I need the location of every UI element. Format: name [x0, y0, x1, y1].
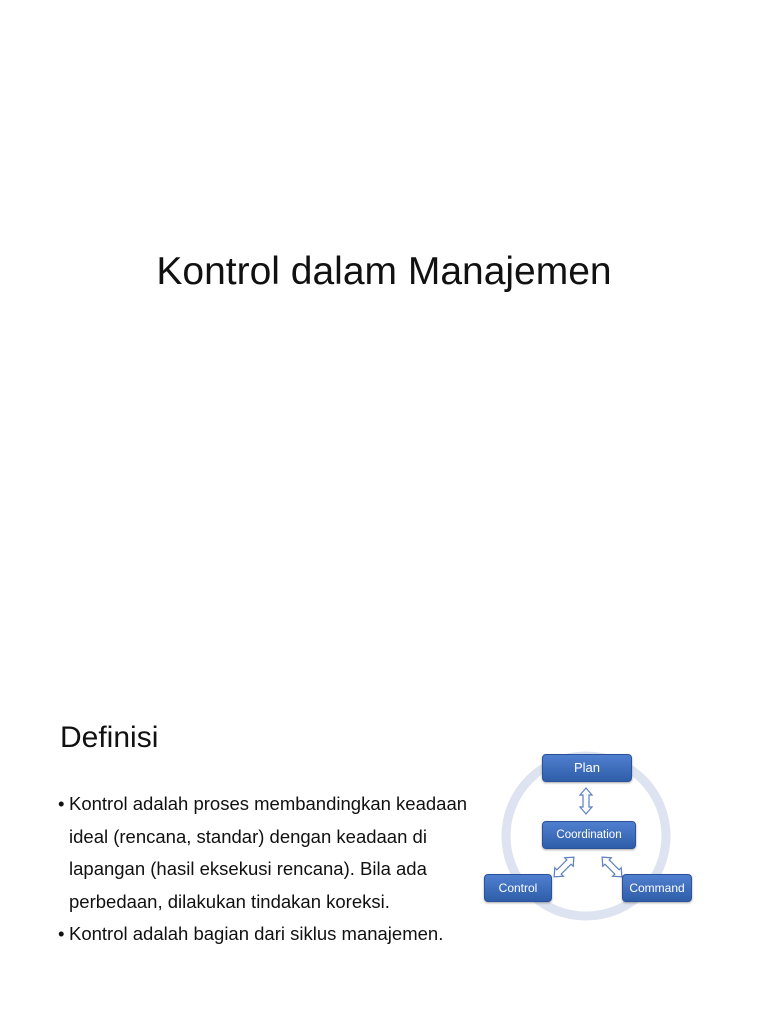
node-command: Command	[622, 874, 692, 902]
node-coordination: Coordination	[542, 821, 636, 849]
slide-title: Kontrol dalam Manajemen	[156, 250, 612, 293]
bullet-item: • Kontrol adalah proses membandingkan keadaan ideal (rencana, standar) dengan keadaan di lapangan (hasil eksekusi rencana). Bila ada perbedaan, dilakukan tindakan koreksi.	[58, 788, 498, 918]
section-heading: Definisi	[60, 721, 159, 754]
bullet-item: • Kontrol adalah bagian dari siklus manajemen.	[58, 918, 498, 951]
bullet-list	[58, 788, 498, 951]
management-cycle-diagram	[476, 744, 700, 924]
node-control: Control	[484, 874, 552, 902]
double-arrow-vertical-icon	[580, 788, 592, 814]
double-arrow-left-icon	[550, 853, 578, 881]
node-plan: Plan	[542, 754, 632, 782]
definition-slide	[0, 512, 768, 1024]
